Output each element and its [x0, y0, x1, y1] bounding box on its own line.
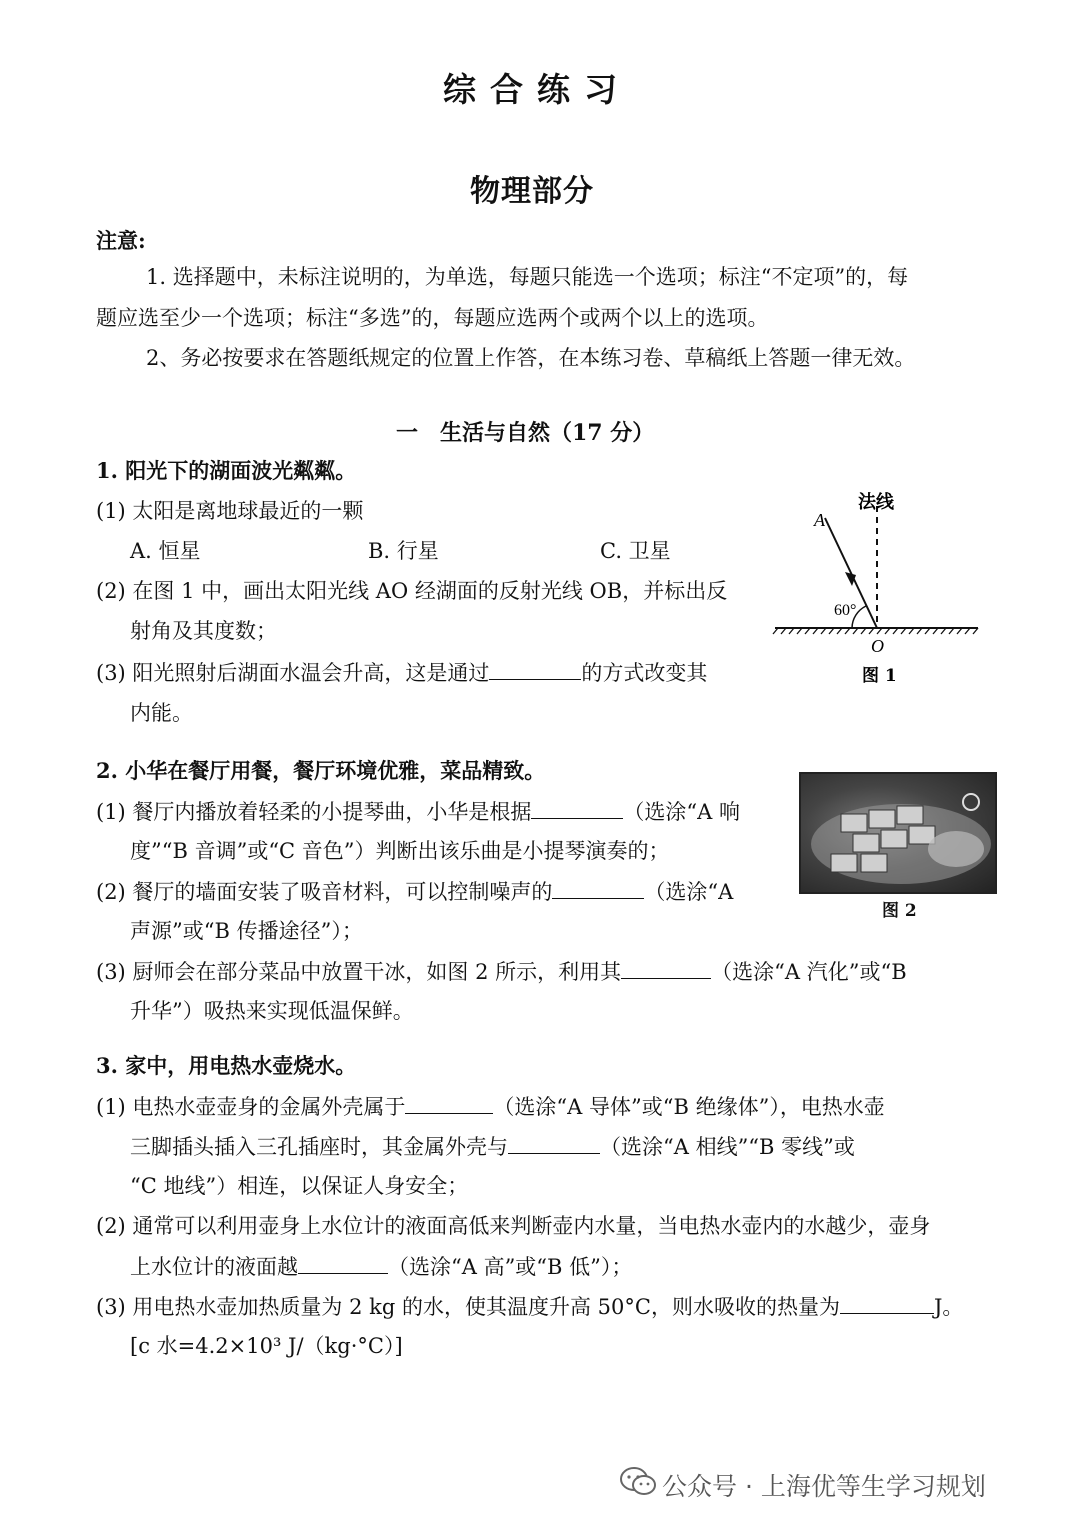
figure-2-caption: 图 2	[882, 901, 917, 921]
question-1-part-2-line-1: (2) 在图 1 中，画出太阳光线 AO 经湖面的反射光线 OB，并标出反	[96, 579, 728, 603]
question-2-part-1-line-2: 度”“B 音调”或“C 音色”）判断出该乐曲是小提琴演奏的；	[130, 839, 670, 863]
question-1-part-3-line-2: 内能。	[130, 701, 193, 725]
question-3-part-3	[96, 1293, 963, 1320]
question-2-part-2	[96, 878, 733, 905]
question-2-part-3	[96, 958, 907, 985]
question-3-part-1-line-2	[130, 1133, 855, 1160]
wechat-icon	[619, 1466, 657, 1502]
question-3-part-3-pre: (3) 用电热水壶加热质量为 2 kg 的水，使其温度升高 50°C，则水吸收的热量为	[96, 1295, 840, 1319]
question-2-part-2-pre: (2) 餐厅的墙面安装了吸音材料，可以控制噪声的	[96, 880, 553, 904]
question-2-part-1-post: （选涂“A 响	[623, 800, 740, 824]
question-1-stem: 1. 阳光下的湖面波光粼粼。	[96, 458, 357, 483]
answer-blank[interactable]	[489, 659, 581, 680]
question-1-part-1: (1) 太阳是离地球最近的一颗	[96, 499, 364, 523]
question-1-option-a: A. 恒星	[130, 539, 201, 563]
angle-label: 60°	[834, 602, 857, 619]
question-2-part-3-pre: (3) 厨师会在部分菜品中放置干冰，如图 2 所示，利用其	[96, 960, 622, 984]
question-2-stem: 2. 小华在餐厅用餐，餐厅环境优雅，菜品精致。	[96, 758, 546, 783]
notice-item-1-line-1: 1. 选择题中，未标注说明的，为单选，每题只能选一个选项；标注“不定项”的，每	[146, 265, 909, 289]
question-3-part-1-line-3: “C 地线”）相连，以保证人身安全；	[130, 1174, 469, 1198]
point-a-label: A	[814, 510, 825, 530]
figure-1-reflection-diagram	[770, 488, 985, 688]
question-2-part-1-pre: (1) 餐厅内播放着轻柔的小提琴曲，小华是根据	[96, 800, 532, 824]
figure-1-caption: 图 1	[862, 666, 897, 686]
question-2-part-3-line-2: 升华”）吸热来实现低温保鲜。	[130, 999, 414, 1023]
page-title: 综合练习	[443, 70, 631, 109]
dry-ice-food-image	[801, 774, 995, 892]
question-3-part-2-line-1: (2) 通常可以利用壶身上水位计的液面高低来判断壶内水量，当电热水壶内的水越少，壶身	[96, 1214, 931, 1238]
section-title: 一 生活与自然（17 分）	[396, 420, 655, 446]
figure-2-dry-ice-photo	[799, 772, 997, 894]
question-3-part-2-post: （选涂“A 高”或“B 低”）；	[388, 1255, 633, 1279]
answer-blank[interactable]	[621, 958, 711, 979]
question-1-option-c: C. 卫星	[600, 539, 671, 563]
notice-label: 注意:	[96, 228, 146, 253]
question-2-part-2-post: （选涂“A	[644, 880, 734, 904]
question-2-part-1	[96, 798, 740, 825]
question-2-part-2-line-2: 声源”或“B 传播途径”）；	[130, 919, 363, 943]
question-3-stem: 3. 家中，用电热水壶烧水。	[96, 1053, 357, 1078]
answer-blank[interactable]	[531, 798, 623, 819]
question-1-part-3	[96, 659, 707, 686]
notice-item-2: 2、务必按要求在答题纸规定的位置上作答，在本练习卷、草稿纸上答题一律无效。	[146, 346, 916, 370]
question-3-part-1-line-2-post: （选涂“A 相线”“B 零线”或	[600, 1135, 855, 1159]
question-3-part-1-post: （选涂“A 导体”或“B 绝缘体”），电热水壶	[493, 1095, 885, 1119]
question-3-part-1	[96, 1093, 885, 1120]
notice-item-1-line-2: 题应选至少一个选项；标注“多选”的，每题应选两个或两个以上的选项。	[96, 306, 769, 330]
point-o-label: O	[871, 636, 884, 656]
question-3-part-2-line-2	[130, 1253, 632, 1280]
page-subtitle: 物理部分	[470, 174, 594, 209]
answer-blank[interactable]	[840, 1293, 934, 1314]
answer-blank[interactable]	[552, 878, 644, 899]
question-1-option-b: B. 行星	[368, 539, 439, 563]
normal-label: 法线	[858, 492, 894, 513]
question-3-part-1-pre: (1) 电热水壶壶身的金属外壳属于	[96, 1095, 406, 1119]
watermark-text: 公众号 · 上海优等生学习规划	[662, 1472, 986, 1501]
answer-blank[interactable]	[508, 1133, 600, 1154]
answer-blank[interactable]	[405, 1093, 493, 1114]
question-3-part-3-line-2: [c 水=4.2×10³ J/（kg·°C）]	[130, 1334, 403, 1358]
question-1-part-2-line-2: 射角及其度数；	[130, 619, 277, 643]
question-3-part-1-line-2-pre: 三脚插头插入三孔插座时，其金属外壳与	[130, 1135, 508, 1159]
question-3-part-2-pre: 上水位计的液面越	[130, 1255, 298, 1279]
answer-blank[interactable]	[298, 1253, 388, 1274]
question-3-part-3-post: J。	[933, 1295, 964, 1319]
question-2-part-3-post: （选涂“A 汽化”或“B	[711, 960, 907, 984]
question-1-part-3-post: 的方式改变其	[581, 661, 708, 685]
question-1-part-3-pre: (3) 阳光照射后湖面水温会升高，这是通过	[96, 661, 490, 685]
ray-arrowhead	[845, 572, 856, 586]
